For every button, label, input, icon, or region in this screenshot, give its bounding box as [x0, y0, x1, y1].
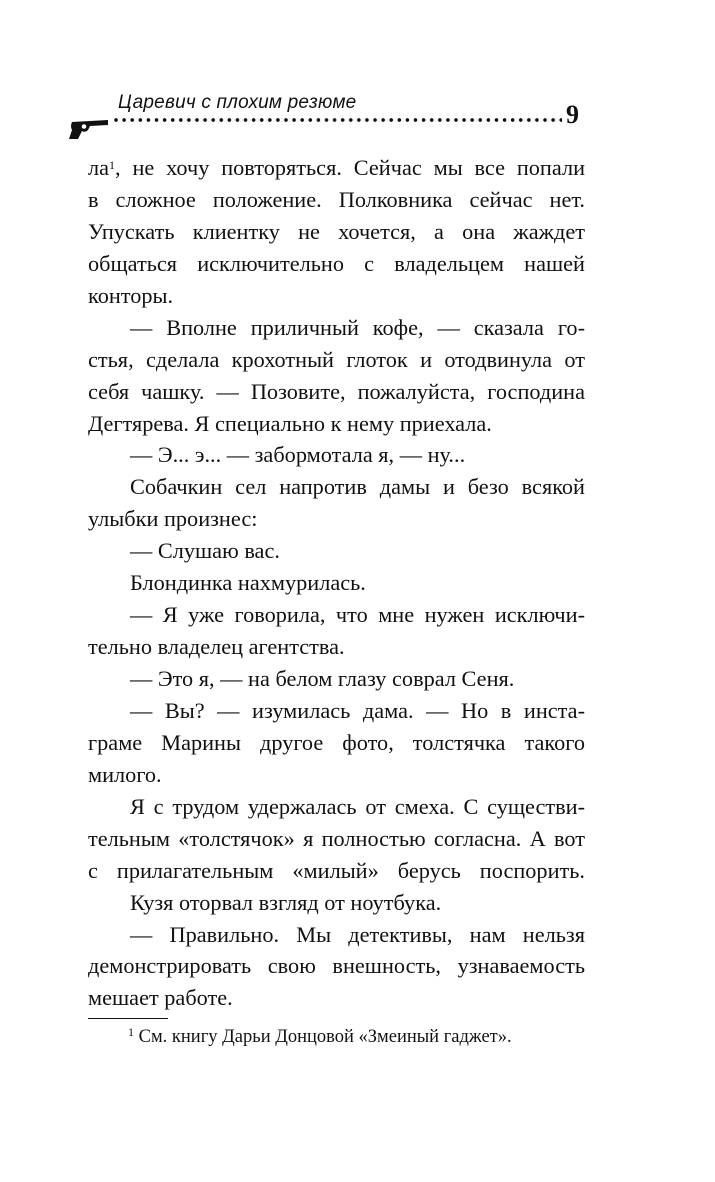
- text-line: [88, 471, 585, 503]
- text-line: [88, 535, 585, 567]
- leader-dots: [112, 117, 562, 123]
- line-text: тельным «толстячок» я полностью согласна. А вот: [88, 825, 585, 851]
- line-text: Кузя оторвал взгляд от ноутбука.: [130, 889, 442, 915]
- running-title: Царевич с плохим резюме: [118, 92, 357, 113]
- line-text: — Я уже говорила, что мне нужен исключи-: [130, 602, 585, 628]
- text-line: [88, 439, 585, 471]
- line-text: Упускать клиентку не хочется, а она жаждет: [88, 218, 585, 244]
- line-text: улыбки произнес:: [88, 506, 258, 532]
- line-text: в сложное положение. Полковника сейчас нет.: [88, 186, 585, 212]
- line-text: общаться исключительно с владельцем нашей: [88, 250, 585, 276]
- text-line: [88, 599, 585, 631]
- text-line: [88, 216, 585, 248]
- line-text: — Это я, — на белом глазу соврал Сеня.: [130, 666, 515, 691]
- text-line: [88, 791, 585, 823]
- text-line: [88, 823, 585, 855]
- text-line: [88, 376, 585, 408]
- text-line: [88, 919, 585, 951]
- body-text: [88, 152, 585, 1014]
- text-line: [88, 408, 585, 440]
- text-line: [88, 344, 585, 376]
- text-line: [88, 280, 585, 312]
- line-text: милого.: [88, 761, 162, 787]
- line-text: мешает работе.: [88, 985, 233, 1011]
- text-line: [88, 695, 585, 727]
- footnote: [128, 1027, 512, 1048]
- footnote-reference: 1: [109, 158, 116, 172]
- line-text: — Э... э... — забормотала я, — ну...: [130, 442, 466, 468]
- revolver-icon: [68, 114, 110, 140]
- text-line: [88, 503, 585, 535]
- line-text: конторы.: [88, 282, 174, 308]
- footnote-divider: [88, 1018, 168, 1019]
- line-text: , не хочу повторяться. Сейчас мы все попали: [115, 155, 585, 180]
- line-text: Собачкин сел напротив дамы и безо всякой: [130, 474, 585, 500]
- line-text: — Вы? — изумилась дама. — Но в инста-: [130, 697, 585, 723]
- line-text: Дегтярева. Я специально к нему приехала.: [88, 410, 492, 436]
- line-text: Я с трудом удержалась от смеха. С существи-: [130, 793, 585, 819]
- text-line: [88, 663, 585, 695]
- text-line: [88, 631, 585, 663]
- line-text: Блондинка нахмурилась.: [130, 570, 366, 596]
- line-text: ла: [88, 155, 110, 180]
- line-text: стья, сделала крохотный глоток и отодвинула от: [88, 346, 585, 372]
- text-line: [88, 312, 585, 344]
- page-number: 9: [566, 100, 579, 129]
- text-line: [88, 759, 585, 791]
- text-line: [88, 152, 585, 184]
- line-text: тельно владелец агентства.: [88, 634, 345, 660]
- line-text: — Правильно. Мы детективы, нам нельзя: [130, 921, 585, 947]
- line-text: — Слушаю вас.: [130, 538, 280, 564]
- line-text: граме Марины другое фото, толстячка такого: [88, 729, 585, 755]
- text-line: [88, 567, 585, 599]
- text-line: [88, 184, 585, 216]
- text-line: [88, 887, 585, 919]
- text-line: [88, 248, 585, 280]
- footnote-text: См. книгу Дарьи Донцовой «Змеиный гаджет».: [134, 1027, 512, 1047]
- line-text: себя чашку. — Позовите, пожалуйста, господина: [88, 378, 585, 404]
- line-text: демонстрировать свою внешность, узнаваемость: [88, 953, 585, 979]
- text-line: [88, 950, 585, 982]
- text-line: [88, 727, 585, 759]
- line-text: — Вполне приличный кофе, — сказала го-: [130, 314, 585, 340]
- text-line: [88, 982, 585, 1014]
- footnote-marker: 1: [128, 1025, 134, 1039]
- line-text: с прилагательным «милый» берусь поспорить.: [88, 857, 585, 883]
- text-line: [88, 855, 585, 887]
